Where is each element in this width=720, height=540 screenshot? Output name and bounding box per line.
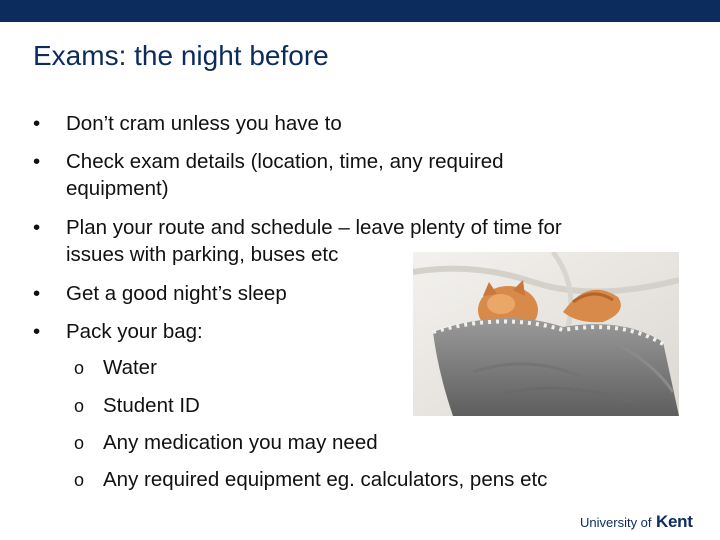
bullet-text: Pack your bag: [66, 320, 203, 343]
sub-item-text: Water [103, 356, 157, 379]
university-logo [580, 512, 693, 532]
sub-item-text: Any required equipment eg. calculators, pens etc [103, 468, 548, 491]
bullet-marker: • [33, 320, 41, 343]
bullet-marker: • [33, 150, 41, 173]
bullet-text-continued: issues with parking, buses etc [66, 243, 339, 266]
bullet-marker: • [33, 216, 41, 239]
sleeping-cat-photo [413, 252, 679, 416]
sub-list-item [74, 354, 157, 382]
bullet-text: Check exam details (location, time, any required [66, 150, 504, 173]
bullet-item [33, 110, 673, 137]
bullet-text: Plan your route and schedule – leave plenty of time for [66, 216, 562, 239]
bullet-text: Don’t cram unless you have to [66, 112, 342, 135]
sub-bullet-marker: o [74, 433, 85, 453]
sub-bullet-marker: o [74, 358, 85, 378]
sub-list-item [74, 429, 378, 457]
sub-bullet-marker: o [74, 396, 85, 416]
bullet-text: Get a good night’s sleep [66, 282, 287, 305]
bullet-text-continued: equipment) [66, 177, 169, 200]
slide-title: Exams: the night before [33, 40, 329, 71]
header-bar [0, 0, 720, 22]
sub-item-text: Student ID [103, 394, 200, 417]
bullet-item [33, 148, 673, 202]
logo-kent-text: Kent [655, 512, 693, 531]
sub-list-item [74, 466, 547, 494]
sub-list-item [74, 392, 200, 420]
sub-bullet-marker: o [74, 470, 85, 490]
bullet-marker: • [33, 282, 41, 305]
logo-university-text: University of [580, 515, 652, 530]
sub-item-text: Any medication you may need [103, 431, 378, 454]
bullet-marker: • [33, 112, 41, 135]
